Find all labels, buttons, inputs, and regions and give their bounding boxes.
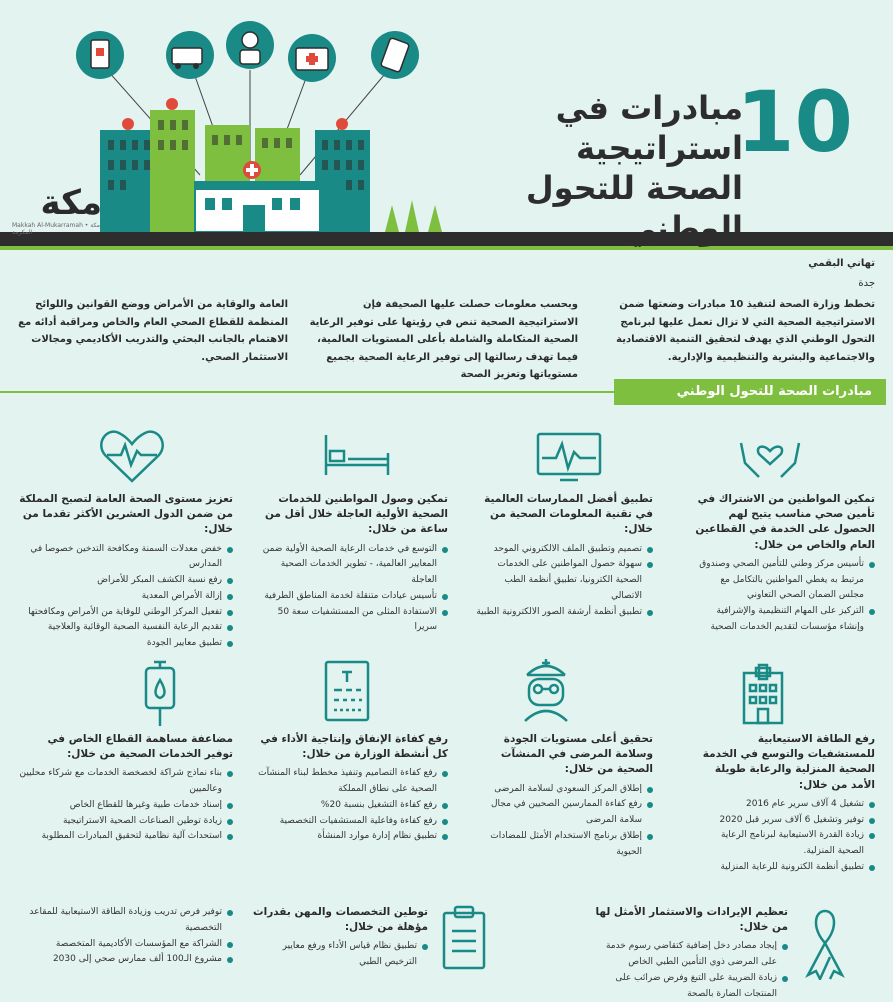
- initiative-card-6: [473, 732, 653, 860]
- iv-drip-icon: [140, 660, 180, 728]
- list-item: توفير وتشغيل 6 آلاف سرير قبل 2020: [695, 813, 875, 829]
- initiative-title: تعظيم الإيرادات والاستثمار الأمثل لها من خلال:: [595, 906, 788, 934]
- initiative-title: توطين التخصصات والمهن بقدرات مؤهلة من خلال:: [253, 906, 428, 934]
- list-item: بناء نماذج شراكة لخصخصة الخدمات مع شركاء محليين وعالميين: [18, 766, 233, 798]
- caring-hands-heart-icon: [735, 423, 805, 483]
- list-item: رفع كفاءة الممارسين الصحيين في مجال سلامة المرضى: [473, 797, 653, 829]
- initiative-title: تمكين المواطنين من الاشتراك في تأمين صحي مناسب يتيح لهم الحصول على الخدمة في القطاعين العام والخاص من خلال:: [695, 493, 875, 551]
- title-line-2: الصحة للتحول الوطني: [525, 169, 743, 247]
- list-item: تقديم الرعاية النفسية الصحية الوقائية والعلاجية: [8, 620, 233, 636]
- list-item: الاستفادة المثلى من المستشفيات سعة 50 سريرا: [258, 605, 448, 637]
- list-item: تطبيق نظام إدارة موارد المنشأة: [258, 829, 448, 845]
- intro-column-2: وبحسب معلومات حصلت عليها الصحيفة فإن الاستراتيجية الصحية تنص في رؤيتها على توفير الرعاية الصحية المتكاملة والشاملة بأعلى المستويات العالمية، فيما تهدف رسالتها إلى توفير الرعاية الصحية بجميع مستوياتها وتعزيز الصحة: [309, 299, 578, 380]
- list-item: إسناد خدمات طبية وغيرها للقطاع الخاص: [18, 798, 233, 814]
- author-name: تهاني البقمي: [808, 258, 875, 269]
- heartbeat-heart-icon: [97, 425, 167, 485]
- intro-column-3: العامة والوقاية من الأمراض ووضع القوانين واللوائح المنظمة للقطاع الصحي العام والخاص ومراقبة أدائه مع الاهتمام بالجانب البحثي والتدريب الأكاديمي ومجالات الاستثمار الصحي.: [18, 299, 288, 363]
- list-item: رفع كفاءة التصاميم وتنفيذ مخطط لبناء المنشآت الصحية على نطاق المملكة: [258, 766, 448, 798]
- initiative-card-10-continued: [18, 905, 233, 968]
- section-divider: [0, 391, 614, 393]
- title-number: 10: [736, 73, 853, 171]
- list-item: رفع كفاءة التشغيل بنسبة 20%: [258, 798, 448, 814]
- hospital-building-icon: [738, 663, 788, 725]
- logo-text: مكة: [40, 183, 102, 223]
- initiative-title: تعزيز مستوى الصحة العامة لتصبح المملكة من ضمن الدول العشرين الأكثر تقدما من خلال:: [19, 493, 233, 536]
- intro-column-1: تخطط وزارة الصحة لتنفيذ 10 مبادرات وضعتها ضمن الاستراتيجية الصحية التي لا تزال تعمل عليها لبرنامج التحول الوطني الذي يهدف لتحقيق التنمية الاقتصادية والاجتماعية والبشرية والتنظيمية والإدارية.: [616, 299, 875, 363]
- initiative-title: تحقيق أعلى مستويات الجودة وسلامة المرضى في المنشآت الصحية من خلال:: [500, 733, 653, 776]
- list-item: تطبيق أنظمة الكترونية للرعاية المنزلية: [695, 860, 875, 876]
- doctor-icon: [521, 657, 571, 723]
- initiative-card-4: [8, 492, 233, 652]
- initiative-title: تطبيق أفضل الممارسات العالمية في تقنية المعلومات الصحية من خلال:: [484, 493, 653, 536]
- list-item: تطبيق أنظمة أرشفة الصور الالكترونية الطبية: [473, 605, 653, 621]
- section-title: مبادرات الصحة للتحول الوطني: [614, 379, 886, 405]
- list-item: التوسع في خدمات الرعاية الصحية الأولية ضمن المعايير العالمية، - تطوير الخدمات الصحية العاجلة: [258, 542, 448, 589]
- list-item: خفض معدلات السمنة ومكافحة التدخين خصوصا في المدارس: [8, 542, 233, 574]
- initiative-title: تمكين وصول المواطنين للخدمات الصحية الأولية العاجلة خلال أقل من ساعة من خلال:: [264, 493, 448, 536]
- list-item: تأسيس عيادات متنقلة لخدمة المناطق الطرفية: [258, 589, 448, 605]
- newspaper-logo: [12, 183, 102, 236]
- list-item: إطلاق المركز السعودي لسلامة المرضى: [473, 782, 653, 798]
- list-item: التركيز على المهام التنظيمية والإشرافية وإنشاء مؤسسات لتقديم الخدمات الصحية: [695, 604, 875, 636]
- list-item: الشراكة مع المؤسسات الأكاديمية المتخصصة: [18, 937, 233, 953]
- list-item: إطلاق برنامج الاستخدام الأمثل للمضادات الحيوية: [473, 829, 653, 861]
- list-item: إزالة الأمراض المعدية: [8, 589, 233, 605]
- initiative-title: مضاعفة مساهمة القطاع الخاص في توفير الخدمات الصحية من خلال:: [47, 733, 233, 761]
- initiative-title: رفع الطاقة الاستيعابية للمستشفيات والتوسع في الخدمة الصحية المنزلية والرعاية طويلة الأمد من خلال:: [702, 733, 875, 791]
- initiative-card-3: [258, 492, 448, 636]
- list-item: رفع كفاءة وفاعلية المستشفيات التخصصية: [258, 814, 448, 830]
- initiative-card-7: [258, 732, 448, 845]
- list-item: استحداث آلية نظامية لتحقيق المبادرات المطلوبة: [18, 829, 233, 845]
- initiative-title: رفع كفاءة الإنفاق وإنتاجية الأداء في كل أنشطة الوزارة من خلال:: [260, 733, 448, 761]
- clipboard-icon: [440, 905, 488, 970]
- dateline-place: جدة: [858, 278, 875, 289]
- initiative-card-5: [695, 732, 875, 876]
- list-item: زيادة الضريبة على التبغ وفرض ضرائب على المنتجات الضارة بالصحة: [588, 971, 788, 1002]
- list-item: توفير فرص تدريب وزيادة الطاقة الاستيعابية للمقاعد التخصصية: [18, 905, 233, 937]
- list-item: تأسيس مركز وطني للتأمين الصحي وصندوق مرتبط به يغطي المواطنين بالتكامل مع مجلس الضمان الصحي التعاوني: [695, 557, 875, 604]
- logo-subtitle: Makkah Al-Mukarramah • مكة المكرمة: [12, 222, 100, 236]
- list-item: تشغيل 4 آلاف سرير عام 2016: [695, 797, 875, 813]
- hospital-bed-icon: [322, 433, 392, 478]
- list-item: إيجاد مصادر دخل إضافية كتقاضي رسوم خدمة على المرضى ذوي التأمين الطبي الخاص: [588, 939, 788, 971]
- ribbon-icon: [800, 905, 850, 980]
- page-title: [413, 88, 743, 248]
- heart-monitor-icon: [534, 430, 604, 485]
- list-item: تطبيق معايير الجودة: [8, 636, 233, 652]
- list-item: تصميم وتطبيق الملف الالكتروني الموحد: [473, 542, 653, 558]
- title-line-1: مبادرات في استراتيجية: [555, 89, 743, 167]
- eye-chart-icon: [322, 660, 372, 722]
- initiative-card-1: [695, 492, 875, 636]
- list-item: زيادة القدرة الاستيعابية لبرنامج الرعاية الصحية المنزلية.: [695, 828, 875, 860]
- initiative-card-8: [18, 732, 233, 845]
- initiative-card-9: [588, 905, 788, 1002]
- list-item: تطبيق نظام قياس الأداء ورفع معايير الترخيص الطبي: [248, 939, 428, 971]
- list-item: زيادة توطين الصناعات الصحية الاستراتيجية: [18, 814, 233, 830]
- list-item: رفع نسبة الكشف المبكر للأمراض: [8, 573, 233, 589]
- list-item: سهولة حصول المواطنين على الخدمات الصحية الكترونيا، تطبيق أنظمة الطب الاتصالي: [473, 557, 653, 604]
- initiative-card-2: [473, 492, 653, 620]
- list-item: مشروع الـ100 ألف ممارس صحي إلى 2030: [18, 952, 233, 968]
- initiative-card-10: [248, 905, 428, 971]
- list-item: تفعيل المركز الوطني للوقاية من الأمراض ومكافحتها: [8, 605, 233, 621]
